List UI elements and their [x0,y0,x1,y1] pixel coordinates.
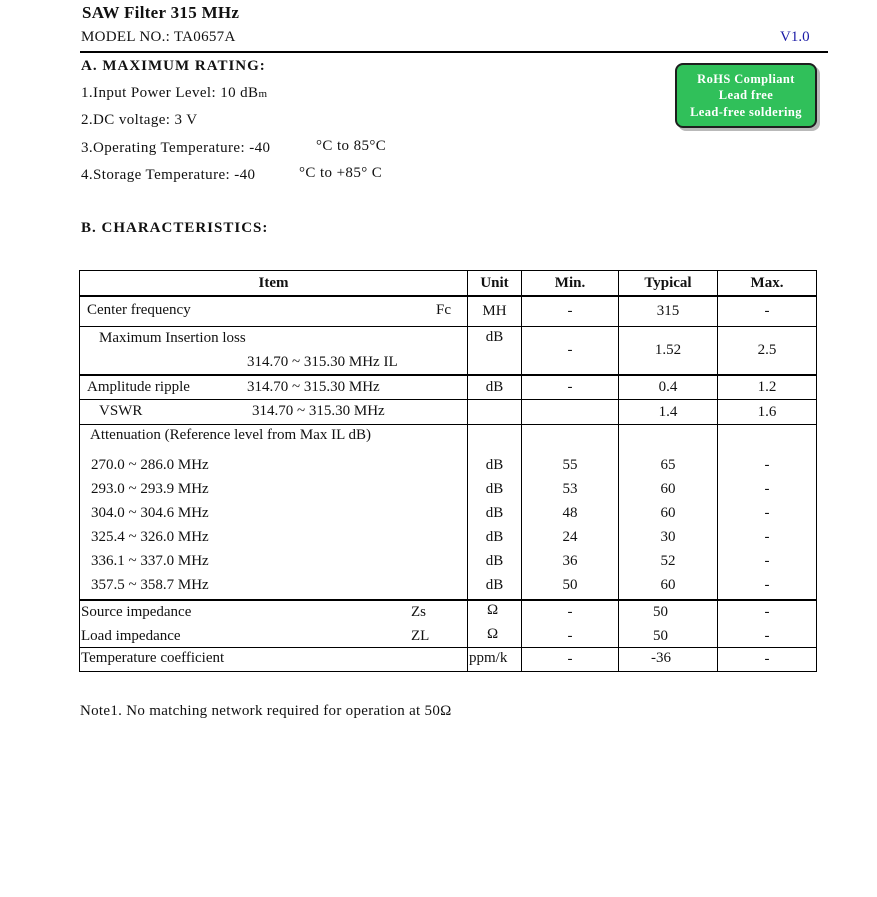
cell-max [718,425,817,601]
att-max: - [764,457,770,473]
unit-value: Ω [487,602,499,618]
cell-min: - [522,296,619,327]
att-band-3 [80,505,467,525]
att-typical: 60 [660,481,676,497]
att-band-6 [80,577,467,597]
item-symbol: Zs [411,604,426,620]
item-range: 314.70 ~ 315.30 MHz IL [247,354,398,370]
table-row-amplitude-ripple [80,375,817,400]
cell-max: - [718,296,817,327]
att-min: 55 [562,457,578,473]
cell-max [718,600,817,648]
cell-max: 1.2 [718,375,817,400]
rating-input-power-unit-sub: m [258,88,268,100]
rating-input-power [81,85,267,102]
table-row-vswr [80,400,817,425]
col-typical: Typical [619,271,718,297]
att-unit: dB [485,577,504,593]
cell-max: 1.6 [718,400,817,425]
rohs-badge [675,63,817,128]
item-range: 314.70 ~ 315.30 MHz [252,403,385,419]
characteristics-table [79,270,817,672]
cell-item [80,648,468,672]
att-unit: dB [485,553,504,569]
rating-storage-temp-range: °C to +85° C [299,165,383,181]
badge-line-1: RoHS Compliant [697,71,795,86]
cell-unit [468,327,522,376]
footnote: Note1. No matching network required for operation at 50Ω [80,703,452,719]
cell-typical: 0.4 [619,375,718,400]
item-label: Maximum Insertion loss [99,330,246,346]
unit-value: dB [485,329,504,345]
cell-min: - [522,648,619,672]
att-unit: dB [485,481,504,497]
cell-max: 2.5 [718,327,817,376]
item-label: VSWR [99,403,143,419]
max-rating-heading: A. MAXIMUM RATING: [81,58,266,74]
typ-value: -36 [651,650,671,666]
source-min: - [567,604,573,620]
att-range: 270.0 ~ 286.0 MHz [91,457,209,473]
item-label: Temperature coefficient [81,650,225,666]
cell-unit: MH [468,296,522,327]
att-typical: 60 [660,577,676,593]
characteristics-heading: B. CHARACTERISTICS: [81,220,269,236]
cell-min: - [522,327,619,376]
att-range: 325.4 ~ 326.0 MHz [91,529,209,545]
att-band-1 [80,457,467,477]
att-unit: dB [485,457,504,473]
cell-typical: 315 [619,296,718,327]
badge-line-3: Lead-free soldering [690,104,802,119]
cell-typical: 1.4 [619,400,718,425]
item-symbol: Fc [436,302,451,318]
item-symbol: ZL [411,628,430,644]
att-max: - [764,577,770,593]
model-number: MODEL NO.: TA0657A [81,29,236,45]
cell-item [80,400,468,425]
cell-unit [468,648,522,672]
col-item: Item [80,271,468,297]
cell-unit [468,600,522,648]
att-unit: dB [485,505,504,521]
item-label: Amplitude ripple [87,379,190,395]
typ-value: 50 [653,628,668,644]
load-typical [619,628,717,648]
cell-min [522,400,619,425]
col-max: Max. [718,271,817,297]
table-header-row [80,271,817,297]
item-label: Center frequency [87,302,191,318]
cell-item [80,296,468,327]
att-typical: 65 [660,457,676,473]
rating-operating-temp: 3.Operating Temperature: -40 [81,140,271,156]
cell-min [522,600,619,648]
cell-typical [619,600,718,648]
rating-dc-voltage: 2.DC voltage: 3 V [81,112,198,128]
att-range: 304.0 ~ 304.6 MHz [91,505,209,521]
cell-max: - [718,648,817,672]
header-divider [80,51,828,53]
document-title: SAW Filter 315 MHz [82,3,240,22]
item-range: 314.70 ~ 315.30 MHz [247,379,380,395]
table-row-temperature-coefficient [80,648,817,672]
cell-unit: dB [468,375,522,400]
cell-typical: 1.52 [619,327,718,376]
item-label: Source impedance [81,604,192,620]
source-impedance-line [80,604,467,624]
load-max: - [764,628,770,644]
rating-storage-temp: 4.Storage Temperature: -40 [81,167,256,183]
att-min: 50 [562,577,578,593]
item-label: Attenuation (Reference level from Max IL dB) [90,427,372,443]
cell-item [80,425,468,601]
table-row-center-frequency [80,296,817,327]
att-typical: 52 [660,553,676,569]
att-max: - [764,553,770,569]
item-label: Load impedance [81,628,181,644]
cell-item [80,600,468,648]
unit-value: ppm/k [469,650,508,666]
source-unit [468,602,521,622]
typ-value: 50 [653,604,668,620]
badge-line-2: Lead free [718,88,774,103]
att-range: 357.5 ~ 358.7 MHz [91,577,209,593]
att-typical: 60 [660,505,676,521]
att-max: - [764,481,770,497]
rating-operating-temp-range: °C to 85°C [316,138,387,154]
cell-min: - [522,375,619,400]
cell-min [522,425,619,601]
source-max: - [764,604,770,620]
att-max: - [764,505,770,521]
cell-typical [619,425,718,601]
att-min: 36 [562,553,578,569]
cell-typical [619,648,718,672]
table-row-insertion-loss [80,327,817,376]
att-range: 336.1 ~ 337.0 MHz [91,553,209,569]
load-min: - [567,628,573,644]
cell-unit [468,400,522,425]
att-band-2 [80,481,467,501]
cell-item [80,327,468,376]
load-unit [468,626,521,646]
col-unit: Unit [468,271,522,297]
table-row-impedance [80,600,817,648]
att-min: 24 [562,529,578,545]
cell-unit [468,425,522,601]
att-range: 293.0 ~ 293.9 MHz [91,481,209,497]
att-band-5 [80,553,467,573]
att-unit: dB [485,529,504,545]
att-min: 53 [562,481,578,497]
att-max: - [764,529,770,545]
load-impedance-line [80,628,467,648]
table-row-attenuation [80,425,817,601]
att-min: 48 [562,505,578,521]
rating-input-power-label: 1.Input Power Level: 10 dB [81,85,259,101]
source-typical [619,604,717,624]
unit-value: Ω [487,626,499,642]
att-typical: 30 [660,529,676,545]
col-min: Min. [522,271,619,297]
cell-item [80,375,468,400]
att-band-4 [80,529,467,549]
version-label: V1.0 [780,29,810,45]
